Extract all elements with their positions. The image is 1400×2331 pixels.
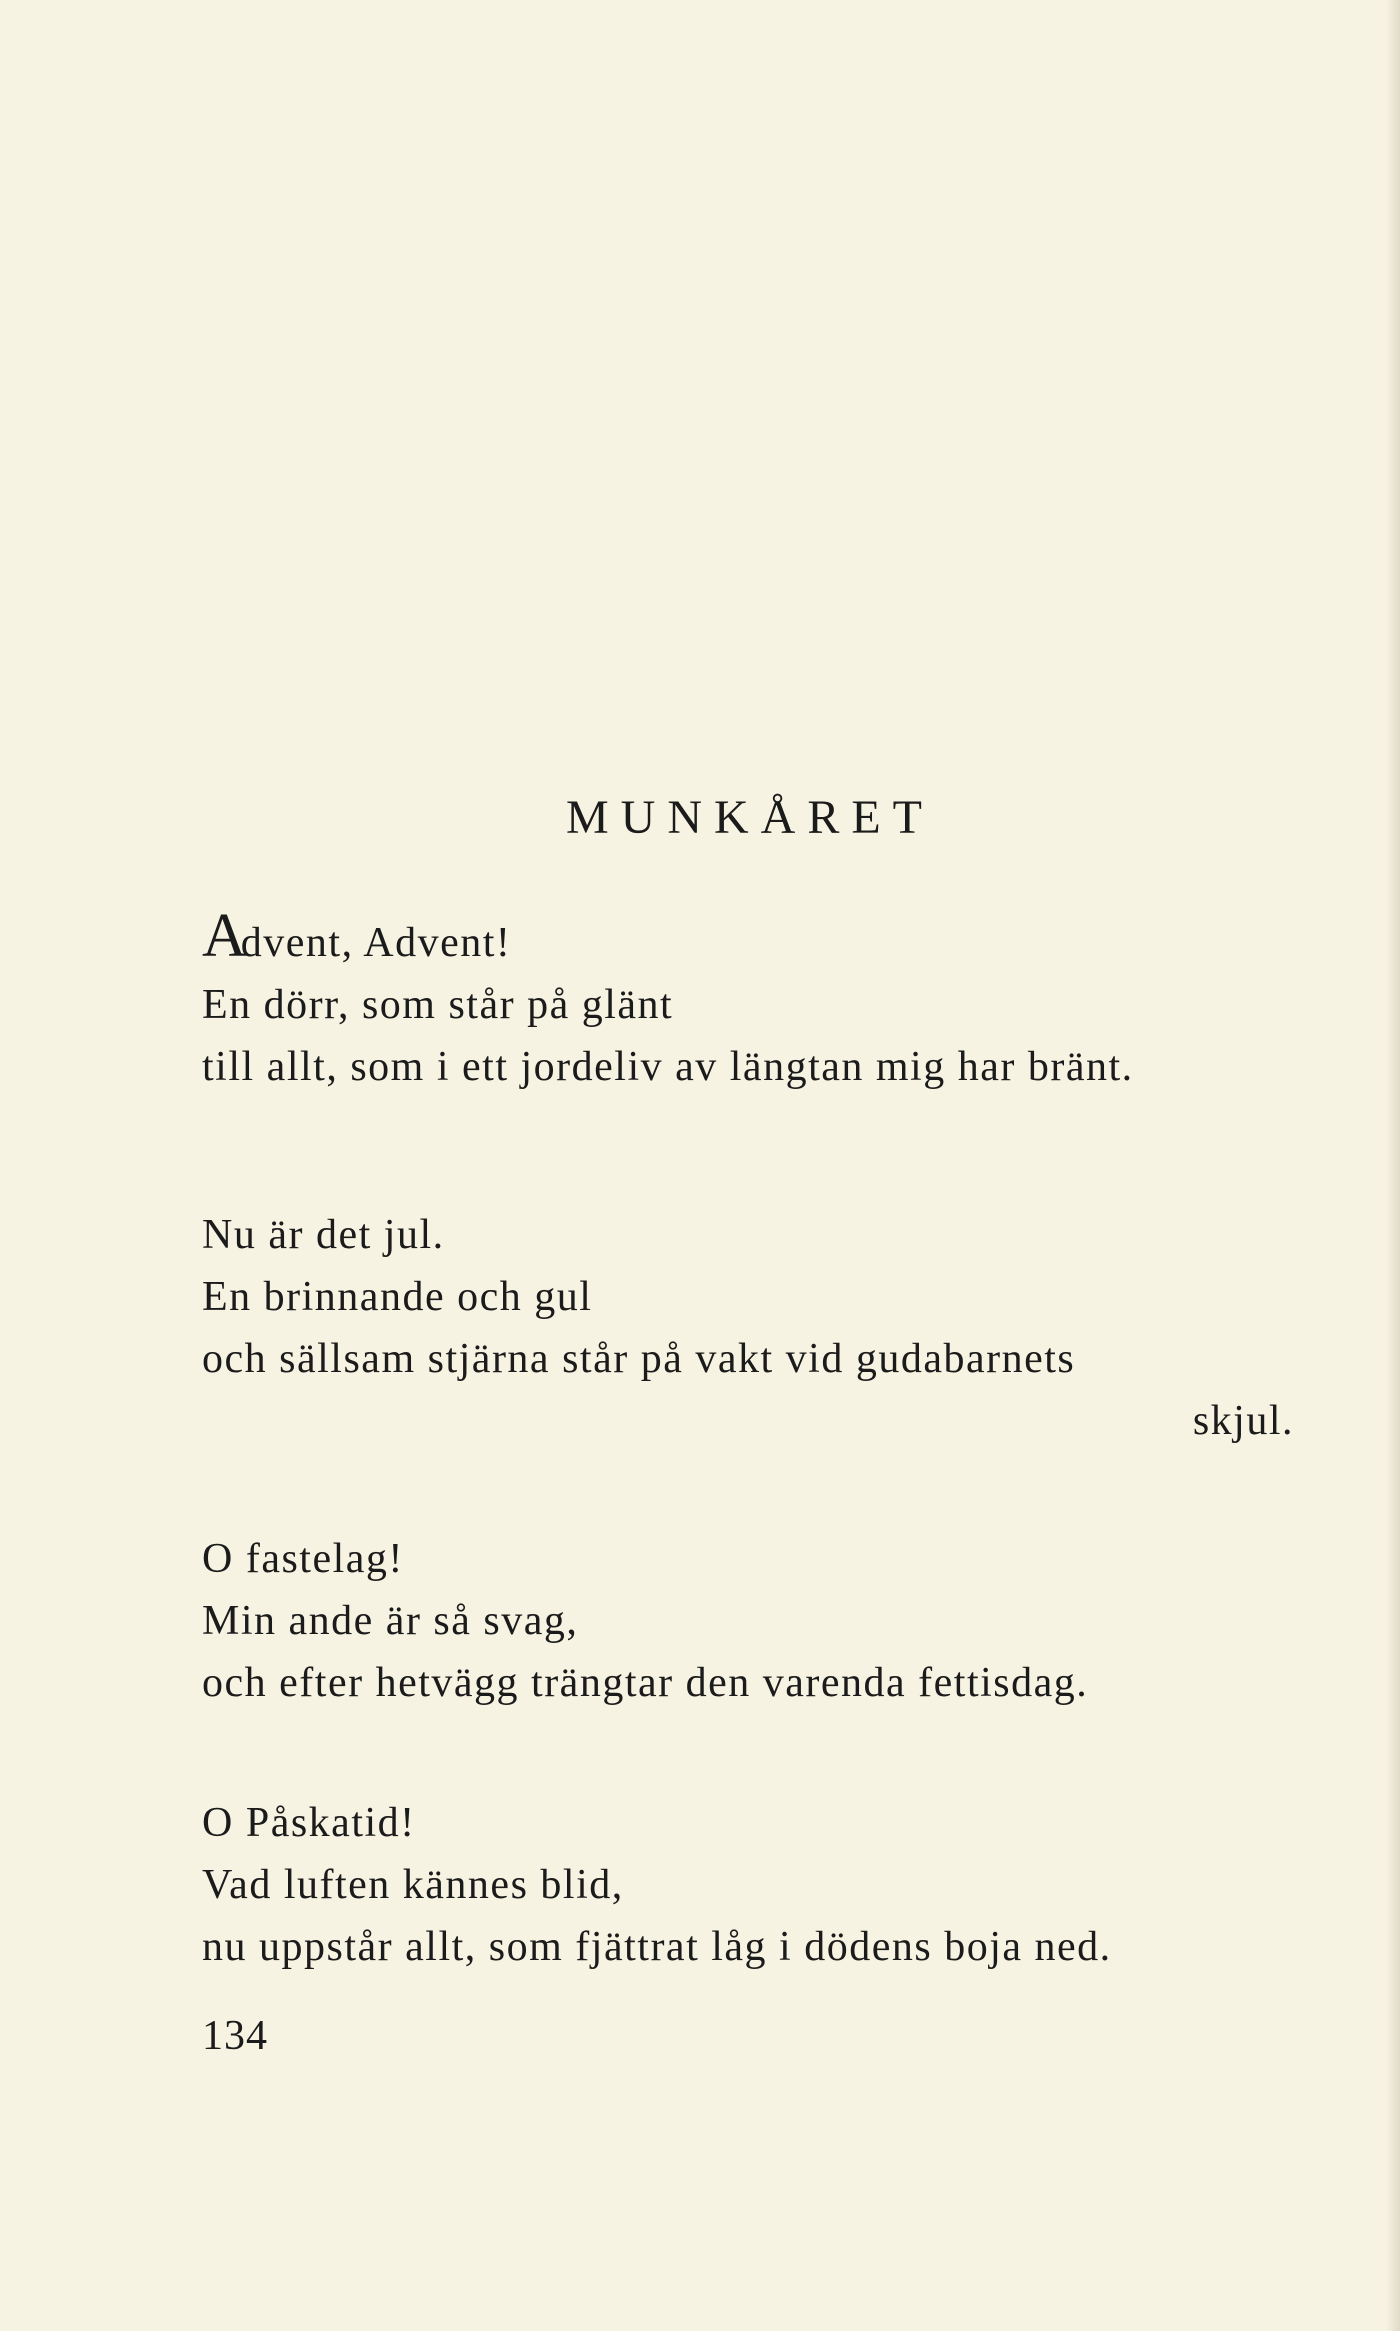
poem-line: [202, 902, 1302, 974]
poem-line: till allt, som i ett jordeliv av längtan mig har bränt.: [202, 1044, 1134, 1090]
poem-line: Vad luften kännes blid,: [202, 1862, 624, 1908]
page-edge-shadow: [1386, 0, 1400, 2331]
poem-line: och sällsam stjärna står på vakt vid gudabarnets: [202, 1336, 1076, 1382]
poem-line: O Påskatid!: [202, 1800, 416, 1846]
poem-line: Min ande är så svag,: [202, 1598, 579, 1644]
poem-line: En brinnande och gul: [202, 1274, 593, 1320]
poem-title: MUNKÅRET: [566, 791, 934, 844]
stanza-1: [202, 902, 1302, 1098]
poem-line: och efter hetvägg trängtar den varenda fettisdag.: [202, 1660, 1089, 1706]
stanza-3: [202, 1528, 1302, 1714]
drop-cap: A: [202, 902, 241, 970]
stanza-2: [202, 1204, 1302, 1452]
poem-line-runover: skjul.: [1192, 1398, 1294, 1444]
stanza-4: [202, 1792, 1302, 1978]
page-number: 134: [202, 2013, 268, 2059]
poem-line: O fastelag!: [202, 1536, 404, 1582]
first-line-text: dvent, Advent!: [240, 920, 512, 966]
poem-line: nu uppstår allt, som fjättrat låg i dödens boja ned.: [202, 1924, 1112, 1970]
poem-line: En dörr, som står på glänt: [202, 982, 674, 1028]
poem-line: Nu är det jul.: [202, 1212, 445, 1258]
